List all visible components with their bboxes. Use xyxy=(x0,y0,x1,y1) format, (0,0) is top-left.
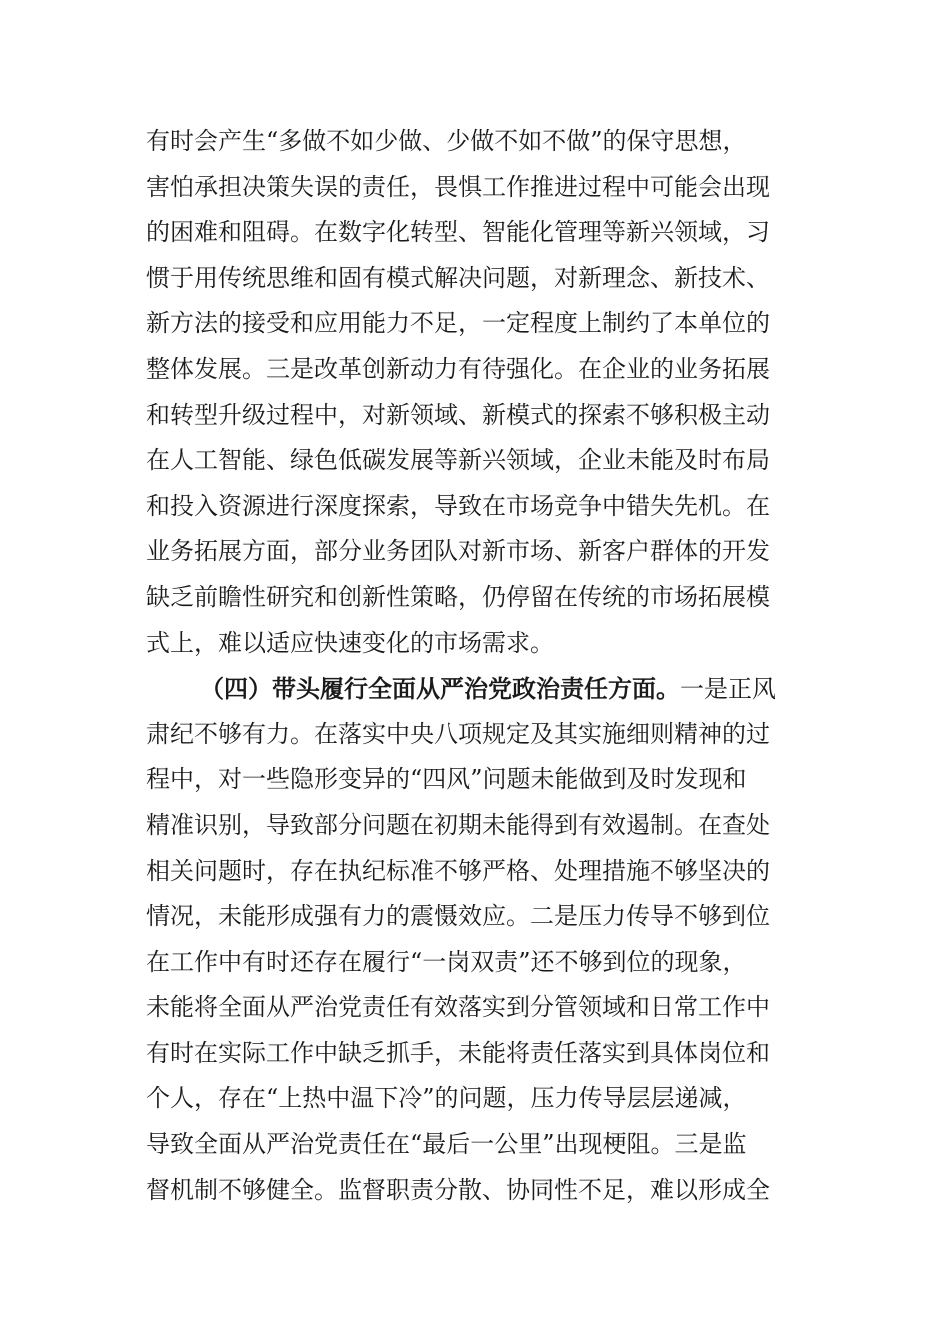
text-line: 和投入资源进行深度探索，导致在市场竞争中错失先机。在 xyxy=(146,491,770,520)
text-line: 在人工智能、绿色低碳发展等新兴领域，企业未能及时布局 xyxy=(146,446,770,475)
paragraph-2 xyxy=(146,666,816,1213)
text-line: 有时会产生“多做不如少做、少做不如不做”的保守思想， xyxy=(146,127,747,155)
text-line: 业务拓展方面，部分业务团队对新市场、新客户群体的开发 xyxy=(146,537,770,566)
text-line: 惯于用传统思维和固有模式解决问题，对新理念、新技术、 xyxy=(146,263,770,292)
text-line: 整体发展。三是改革创新动力有待强化。在企业的业务拓展 xyxy=(146,354,770,383)
text-line: 新方法的接受和应用能力不足，一定程度上制约了本单位的 xyxy=(146,309,770,338)
text-line: 缺乏前瞻性研究和创新性策略，仍停留在传统的市场拓展模 xyxy=(146,582,770,611)
text-line: 肃纪不够有力。在落实中央八项规定及其实施细则精神的过 xyxy=(146,719,770,748)
text-line: 有时在实际工作中缺乏抓手，未能将责任落实到具体岗位和 xyxy=(146,1038,770,1067)
text-line: 精准识别，导致部分问题在初期未能得到有效遏制。在查处 xyxy=(146,810,770,839)
text-line: 未能将全面从严治党责任有效落实到分管领域和日常工作中 xyxy=(146,993,770,1022)
text-line: 在工作中有时还存在履行“一岗双责”还不够到位的现象， xyxy=(146,947,747,976)
text-line: 相关问题时，存在执纪标准不够严格、处理措施不够坚决的 xyxy=(146,856,770,885)
text-line: 式上，难以适应快速变化的市场需求。 xyxy=(146,628,554,657)
text-line: 和转型升级过程中，对新领域、新模式的探索不够积极主动 xyxy=(146,400,770,429)
text-line: 导致全面从严治党责任在“最后一公里”出现梗阻。三是监 xyxy=(146,1130,747,1159)
paragraph-1 xyxy=(146,119,816,666)
paragraph-2-first-line xyxy=(146,666,816,712)
text-line: 程中，对一些隐形变异的“四风”问题未能做到及时发现和 xyxy=(146,765,747,794)
document-body xyxy=(146,119,816,1213)
text-line: 个人，存在“上热中温下冷”的问题，压力传导层层递减， xyxy=(146,1084,747,1113)
text-line: 督机制不够健全。监督职责分散、协同性不足，难以形成全 xyxy=(146,1175,770,1204)
text-line: 的困难和阻碍。在数字化转型、智能化管理等新兴领域，习 xyxy=(146,218,770,247)
section-heading: （四）带头履行全面从严治党政治责任方面。 xyxy=(200,674,680,704)
text-line: 害怕承担决策失误的责任，畏惧工作推进过程中可能会出现 xyxy=(146,172,770,201)
text-line: 情况，未能形成强有力的震慑效应。二是压力传导不够到位 xyxy=(146,902,770,931)
heading-continuation: 一是正风 xyxy=(680,675,776,704)
